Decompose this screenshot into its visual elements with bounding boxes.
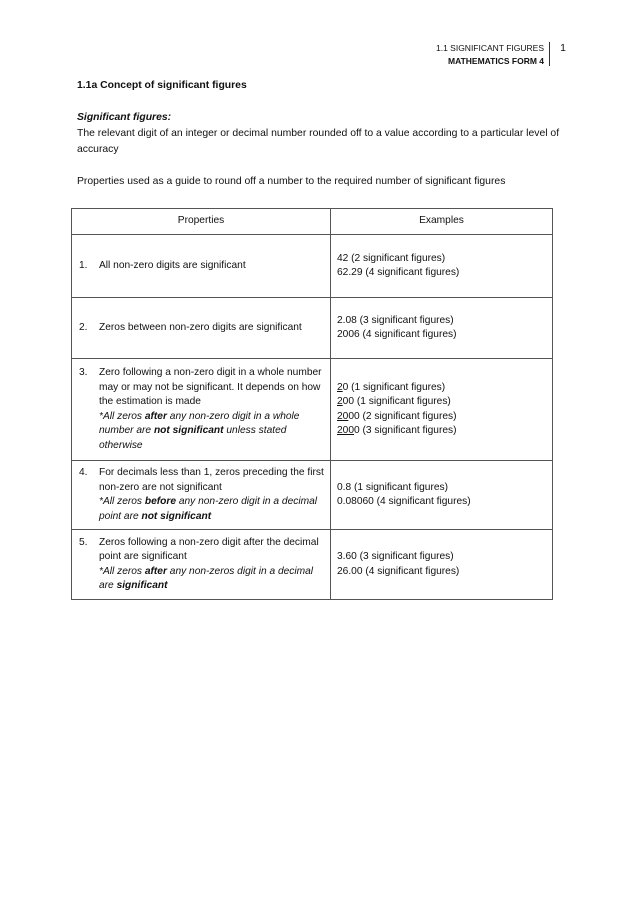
header-properties: Properties [72,209,331,235]
table-row [72,298,553,359]
example-line: 2000 (3 significant figures) [337,425,457,436]
example-line: 26.00 (4 significant figures) [337,565,460,577]
table-row [72,530,553,600]
properties-table [71,208,553,600]
property-body [99,536,326,594]
header-text [436,42,544,68]
header-subtitle: MATHEMATICS FORM 4 [447,56,544,66]
example-line: 42 (2 significant figures) [337,252,446,264]
property-item [79,536,326,594]
property-text: Zeros following a non-zero digit after the decimal point are significant [99,536,319,562]
item-number: 1. [79,259,88,271]
examples-cell [331,530,553,600]
property-cell [72,235,331,298]
header-title: 1.1 SIGNIFICANT FIGURES [435,43,544,53]
property-cell [72,530,331,600]
section-heading: 1.1a Concept of significant figures [77,80,247,91]
property-item [79,321,326,336]
example-line: 2000 (2 significant figures) [337,410,457,422]
example-line: 2.08 (3 significant figures) [337,314,454,326]
table-row [72,235,553,298]
property-note: *All zeros after any non-zeros digit in a decimal are significant [99,565,314,591]
example-line: 200 (1 significant figures) [337,396,451,407]
examples-cell [331,461,553,530]
examples-cell [331,235,553,298]
property-cell [72,461,331,530]
table-row [72,461,553,530]
header-examples: Examples [331,209,553,235]
table-header-row [72,209,553,235]
property-cell [72,359,331,461]
header-divider [549,42,550,66]
page-header [258,42,566,66]
property-text: All non-zero digits are significant [99,259,246,271]
item-number: 5. [79,536,88,548]
term-definition: The relevant digit of an integer or decimal number rounded off to a value according to a particular level of accuracy [77,128,560,155]
property-body [99,466,326,524]
item-number: 2. [79,321,88,333]
property-text: Zeros between non-zero digits are significant [99,321,302,333]
item-number: 4. [79,467,88,478]
example-line: 20 (1 significant figures) [337,381,446,393]
item-number: 3. [79,367,88,378]
document-body [77,78,562,201]
examples-cell [331,298,553,359]
term-heading: Significant figures: [77,112,172,123]
property-item [79,259,326,274]
property-item [79,466,326,524]
property-cell [72,298,331,359]
property-note: *All zeros after any non-zero digit in a whole number are not significant unless stated otherwise [99,410,300,451]
property-item [79,366,326,453]
table-intro: Properties used as a guide to round off a number to the required number of significant figures [77,176,506,187]
property-body [99,366,326,453]
property-text: Zero following a non-zero digit in a whole number may or may not be significant. It depends on how the estimation is made [99,367,322,407]
example-line: 3.60 (3 significant figures) [337,551,454,562]
example-line: 0.8 (1 significant figures) [337,481,448,493]
page-number: 1 [560,42,566,54]
property-text: For decimals less than 1, zeros preceding the first non-zero are not significant [99,467,324,493]
property-note: *All zeros before any non-zero digit in a decimal point are not significant [99,496,318,522]
examples-cell [331,359,553,461]
example-line: 2006 (4 significant figures) [337,329,457,340]
example-line: 0.08060 (4 significant figures) [337,496,471,507]
table-row [72,359,553,461]
example-line: 62.29 (4 significant figures) [337,267,460,278]
